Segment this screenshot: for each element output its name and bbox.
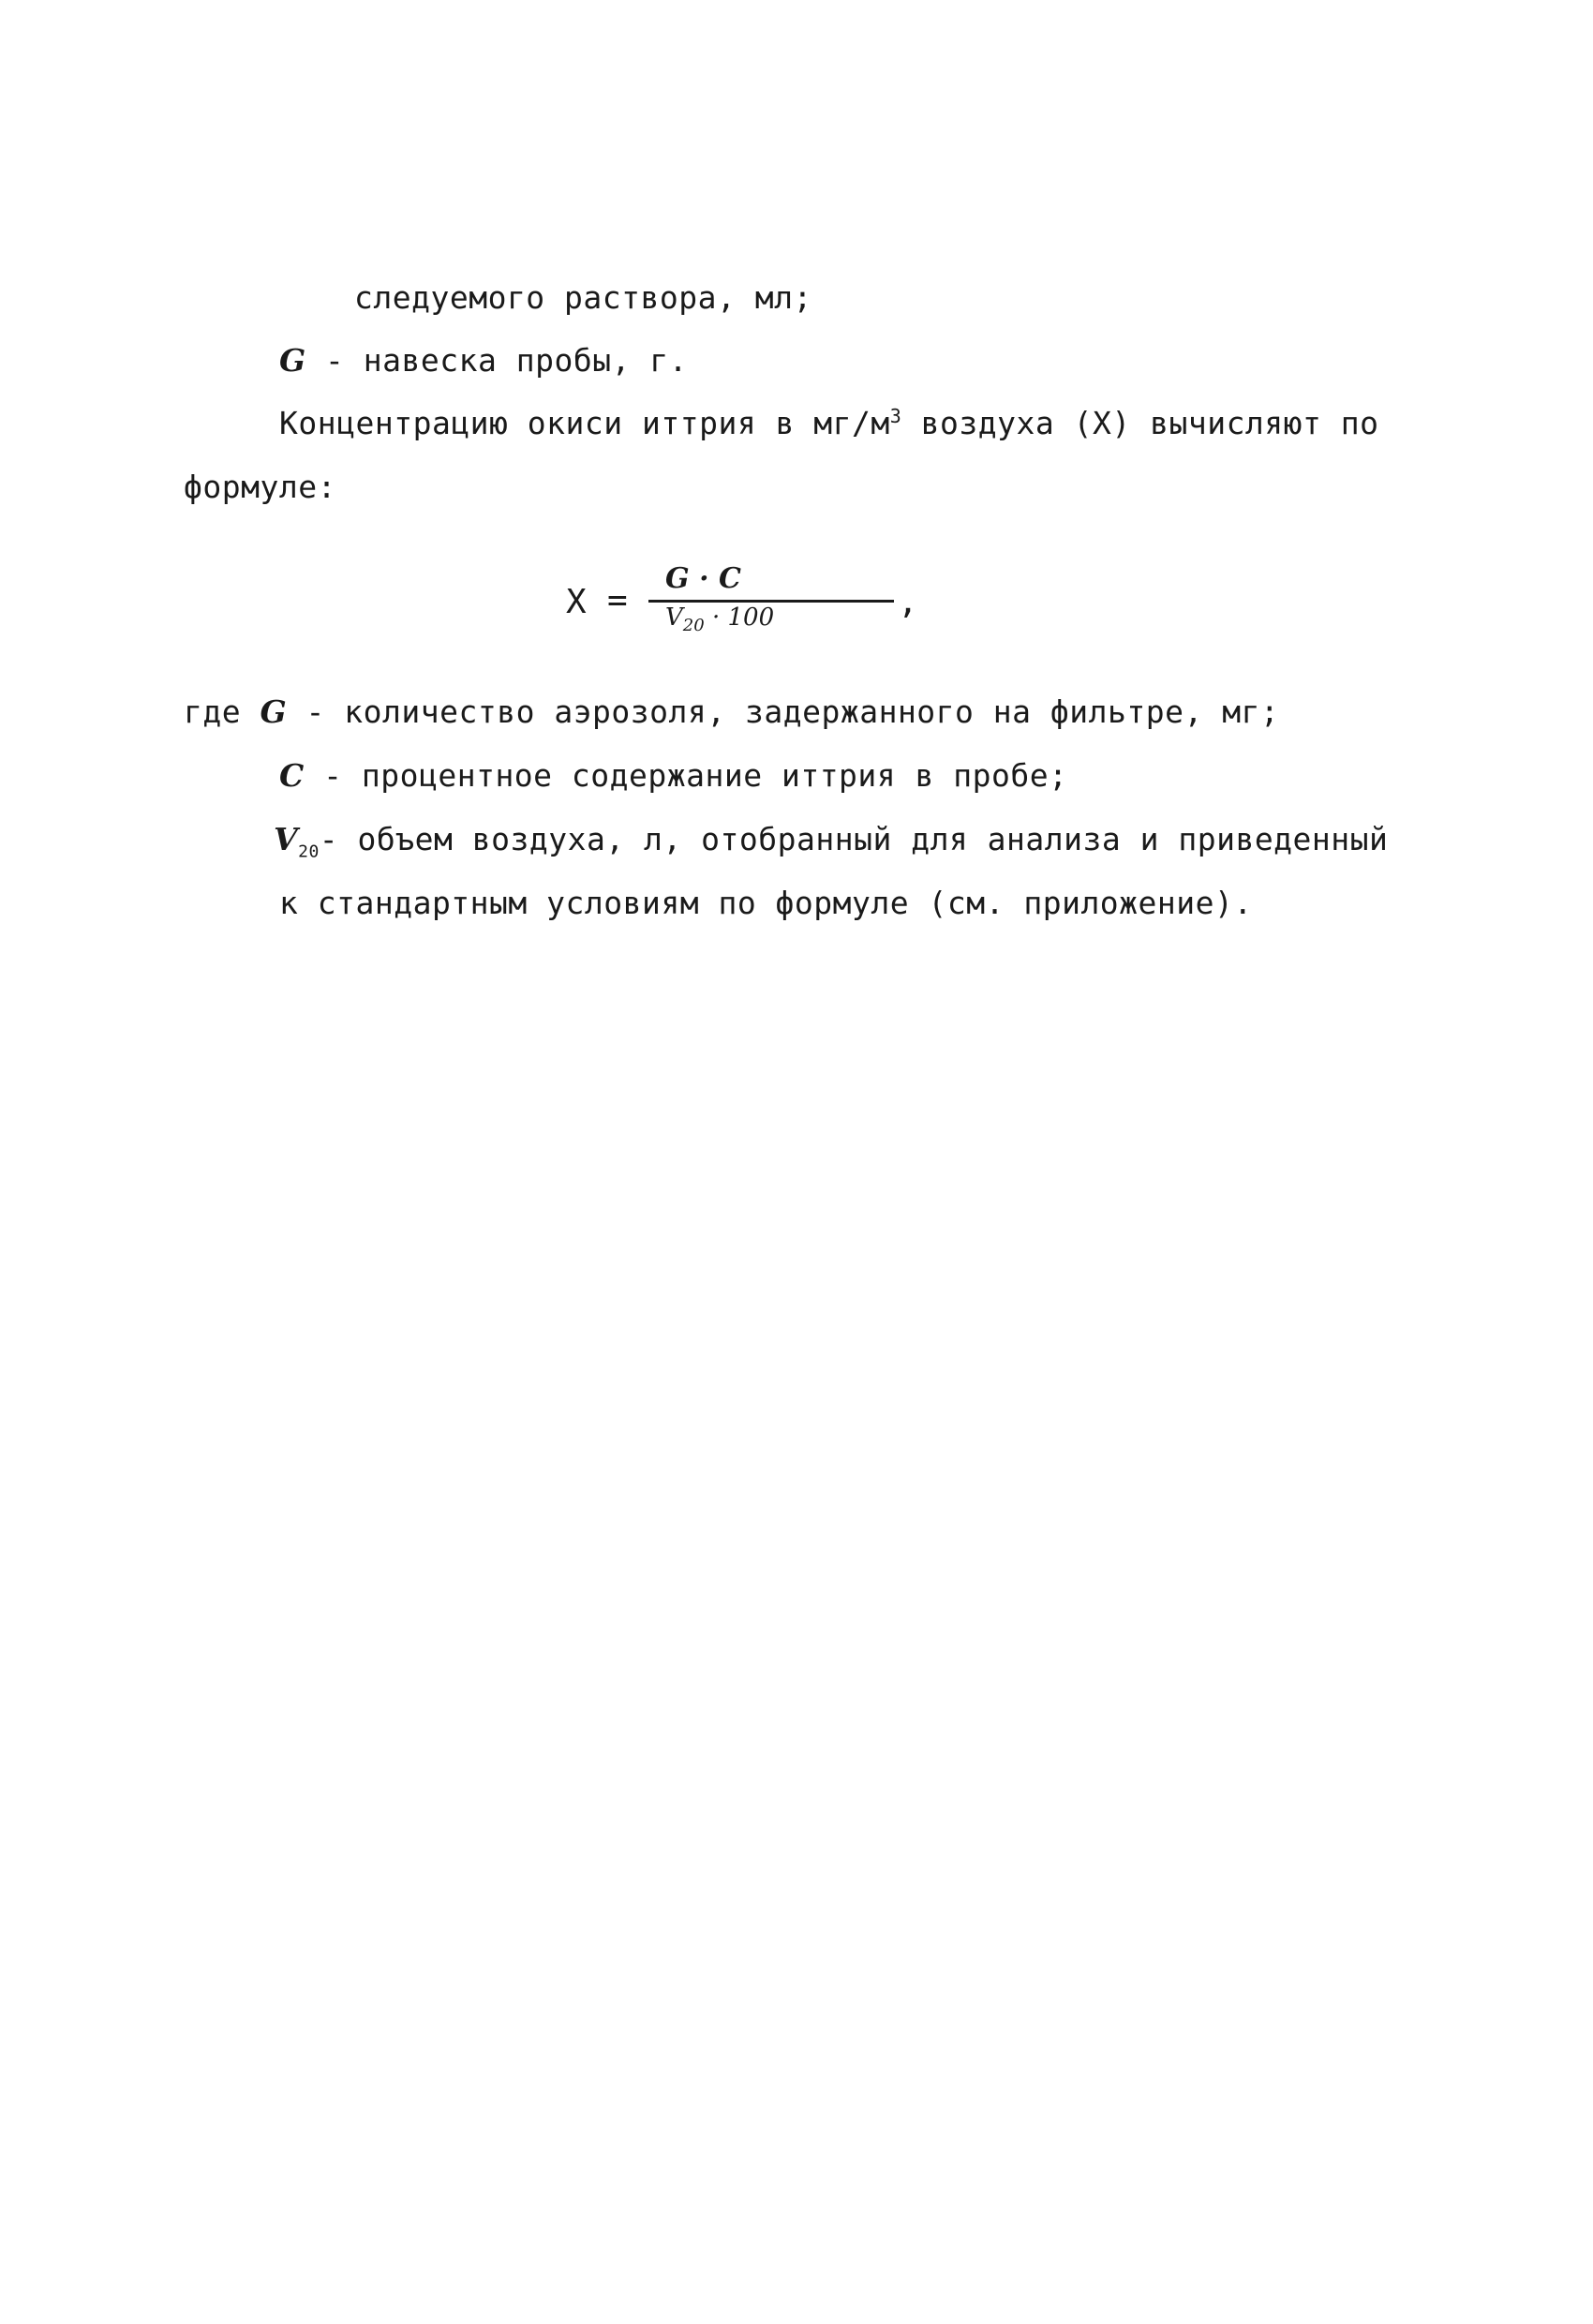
symbol-v: V — [274, 821, 299, 857]
text-line-7 — [274, 821, 1389, 862]
denominator-subscript: 20 — [682, 616, 705, 636]
line-4-text: формуле: — [184, 469, 336, 505]
text-line-6 — [279, 757, 1067, 795]
concentration-formula — [562, 562, 956, 665]
text-line-4 — [184, 469, 336, 506]
symbol-g: G — [279, 342, 306, 379]
line-3-superscript: 3 — [889, 405, 902, 427]
line-5-text-pre: где — [184, 693, 261, 730]
formula-numerator: G · C — [665, 562, 741, 595]
line-8-text: к стандартным условиям по формуле (см. приложение). — [279, 885, 1253, 921]
line-6-text: - процентное содержание иттрия в пробе; — [304, 757, 1068, 794]
formula-comma: , — [898, 583, 918, 621]
text-line-2 — [279, 342, 688, 380]
line-3-text-pre: Концентрацию окиси иттрия в мг/м — [279, 405, 890, 441]
text-line-8 — [279, 885, 1253, 922]
line-5-text: - количество аэрозоля, задержанного на фильтре, мг; — [287, 693, 1280, 730]
line-3-text-post: воздуха (X) вычисляют по — [901, 405, 1379, 441]
symbol-g-2: G — [260, 693, 288, 730]
line-7-text: - объем воздуха, л, отобранный для анализа и приведенный — [319, 821, 1389, 857]
text-line-1 — [354, 279, 812, 317]
symbol-v-subscript: 20 — [298, 842, 320, 862]
fraction-bar — [648, 600, 894, 603]
formula-equals: = — [607, 581, 628, 619]
denominator-rest: · 100 — [704, 603, 775, 632]
text-line-3 — [279, 405, 1379, 442]
line-1-text: следуемого раствора, мл; — [354, 279, 812, 316]
formula-lhs: X — [566, 583, 587, 621]
text-line-5 — [184, 693, 1279, 731]
symbol-c: C — [279, 757, 305, 794]
formula-denominator — [665, 603, 775, 636]
denominator-symbol: V — [665, 603, 683, 632]
line-2-text: - навеска пробы, г. — [305, 342, 689, 379]
